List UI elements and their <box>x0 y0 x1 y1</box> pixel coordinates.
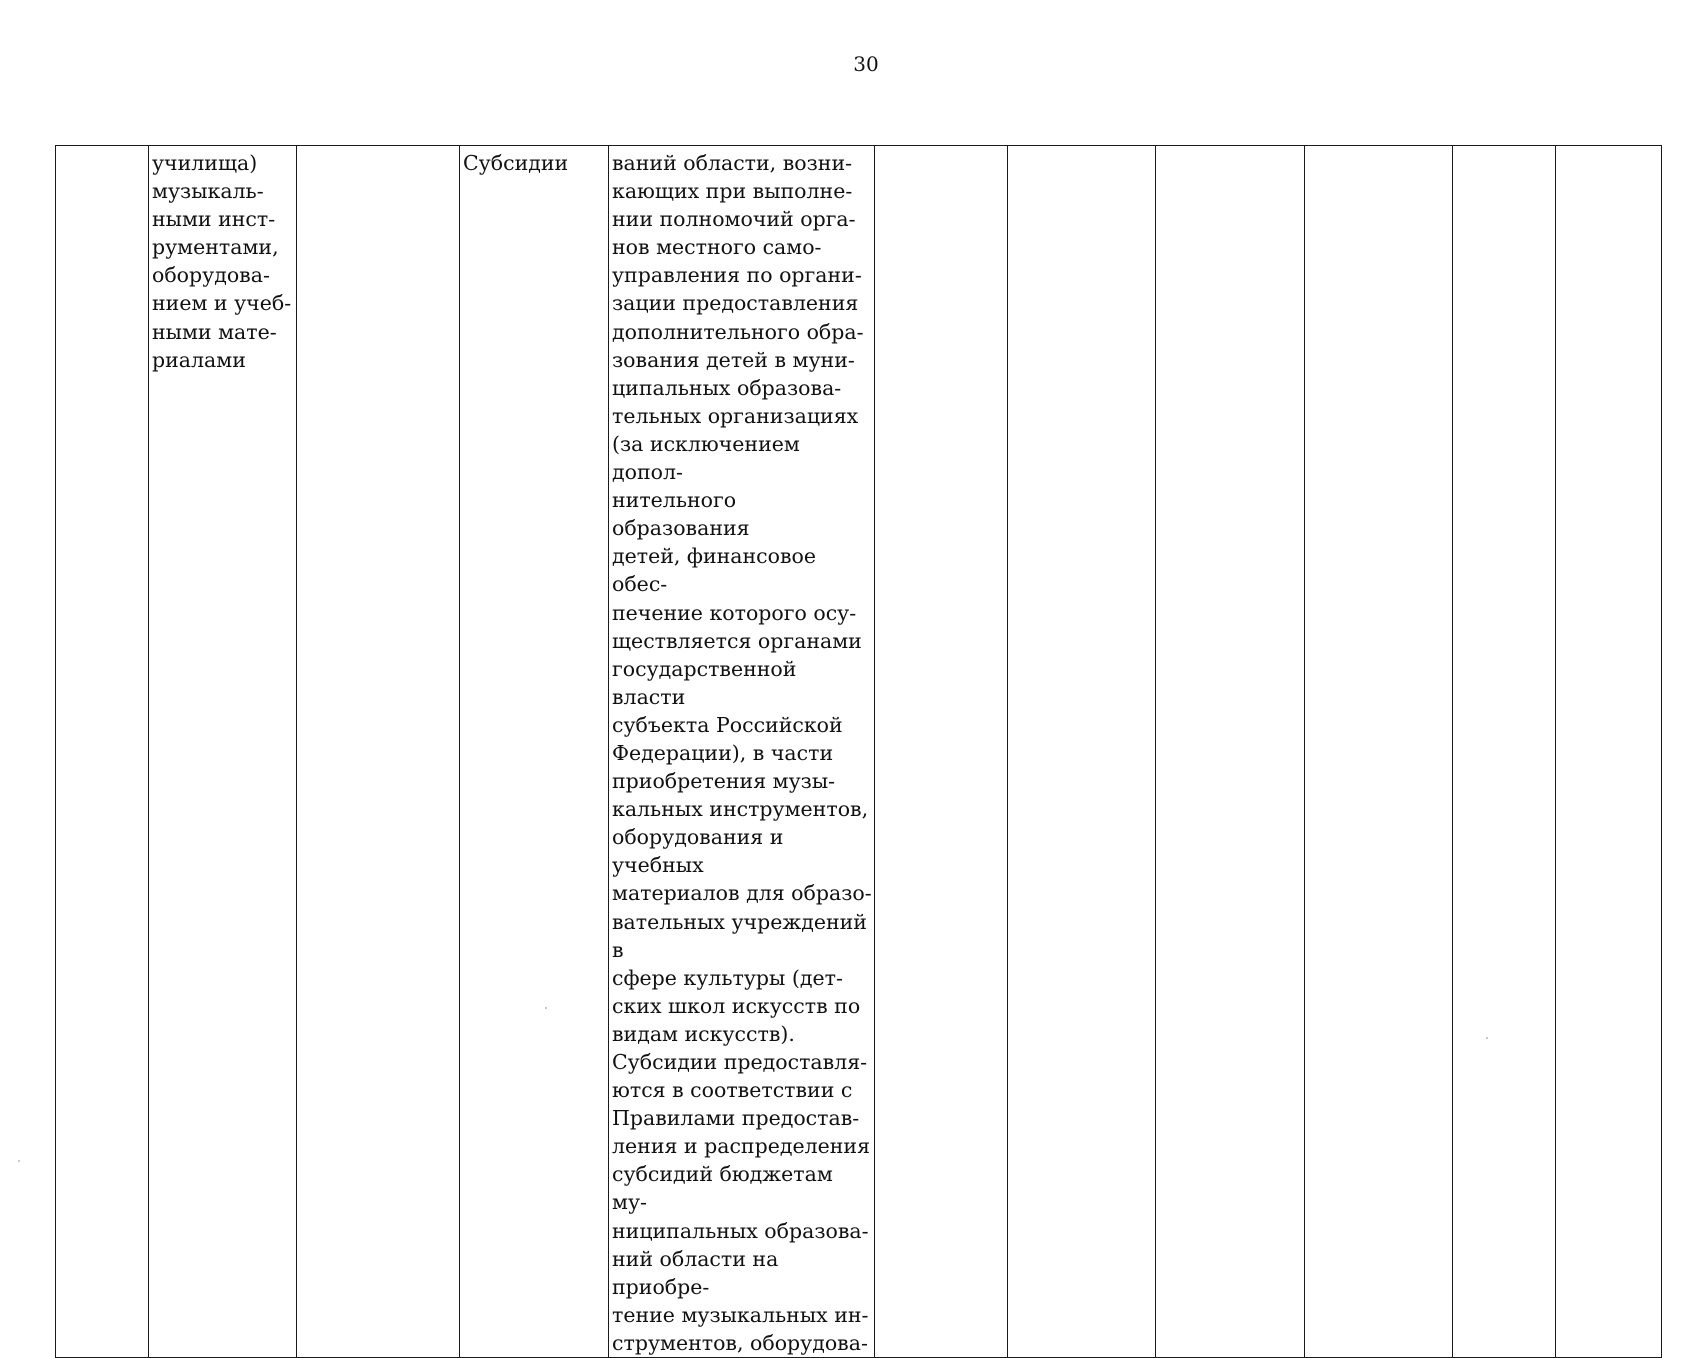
table-cell-col-9 <box>1305 146 1453 1358</box>
table-cell-object-name: училища) музыкаль- ными инст- рументами, оборудова- нием и учеб- ными мате- риалами <box>149 146 297 1358</box>
scan-speck <box>545 1007 547 1009</box>
table-cell-description: ваний области, возни- кающих при выполне- нии полномочий орга- нов местного само- управления по органи- зации предоставления дополнительного обра- зования детей в муни- ципальных образова- тельных организациях (за исключением допол- нительного образования детей, финансовое обес- печение которого осу- ществляется органами государственной власти субъекта Российской Федерации), в части приобретения музы- кальных инструментов, оборудования и учебных материалов для образо- вательных учреждений в сфере культуры (дет- ских школ искусств по видам искусств). Субсидии предоставля- ются в соответствии с Правилами предостав- ления и распределения субсидий бюджетам му- ниципальных образова- ний области на приобре- тение музыкальных ин- струментов, оборудова- <box>609 146 875 1358</box>
table-cell-col-10 <box>1453 146 1556 1358</box>
table-cell-col-6 <box>875 146 1008 1358</box>
scan-speck <box>18 1160 20 1162</box>
page-number: 30 <box>853 52 879 76</box>
table-cell-support-type: Субсидии <box>460 146 609 1358</box>
scan-speck <box>1486 1037 1488 1039</box>
table-cell-col-8 <box>1156 146 1305 1358</box>
table-row <box>56 146 1662 1358</box>
document-table <box>55 145 1662 1358</box>
table-cell-col-3 <box>297 146 460 1358</box>
table-cell-col-11 <box>1556 146 1662 1358</box>
table-cell-col-7 <box>1008 146 1156 1358</box>
table-cell-col-1 <box>56 146 149 1358</box>
